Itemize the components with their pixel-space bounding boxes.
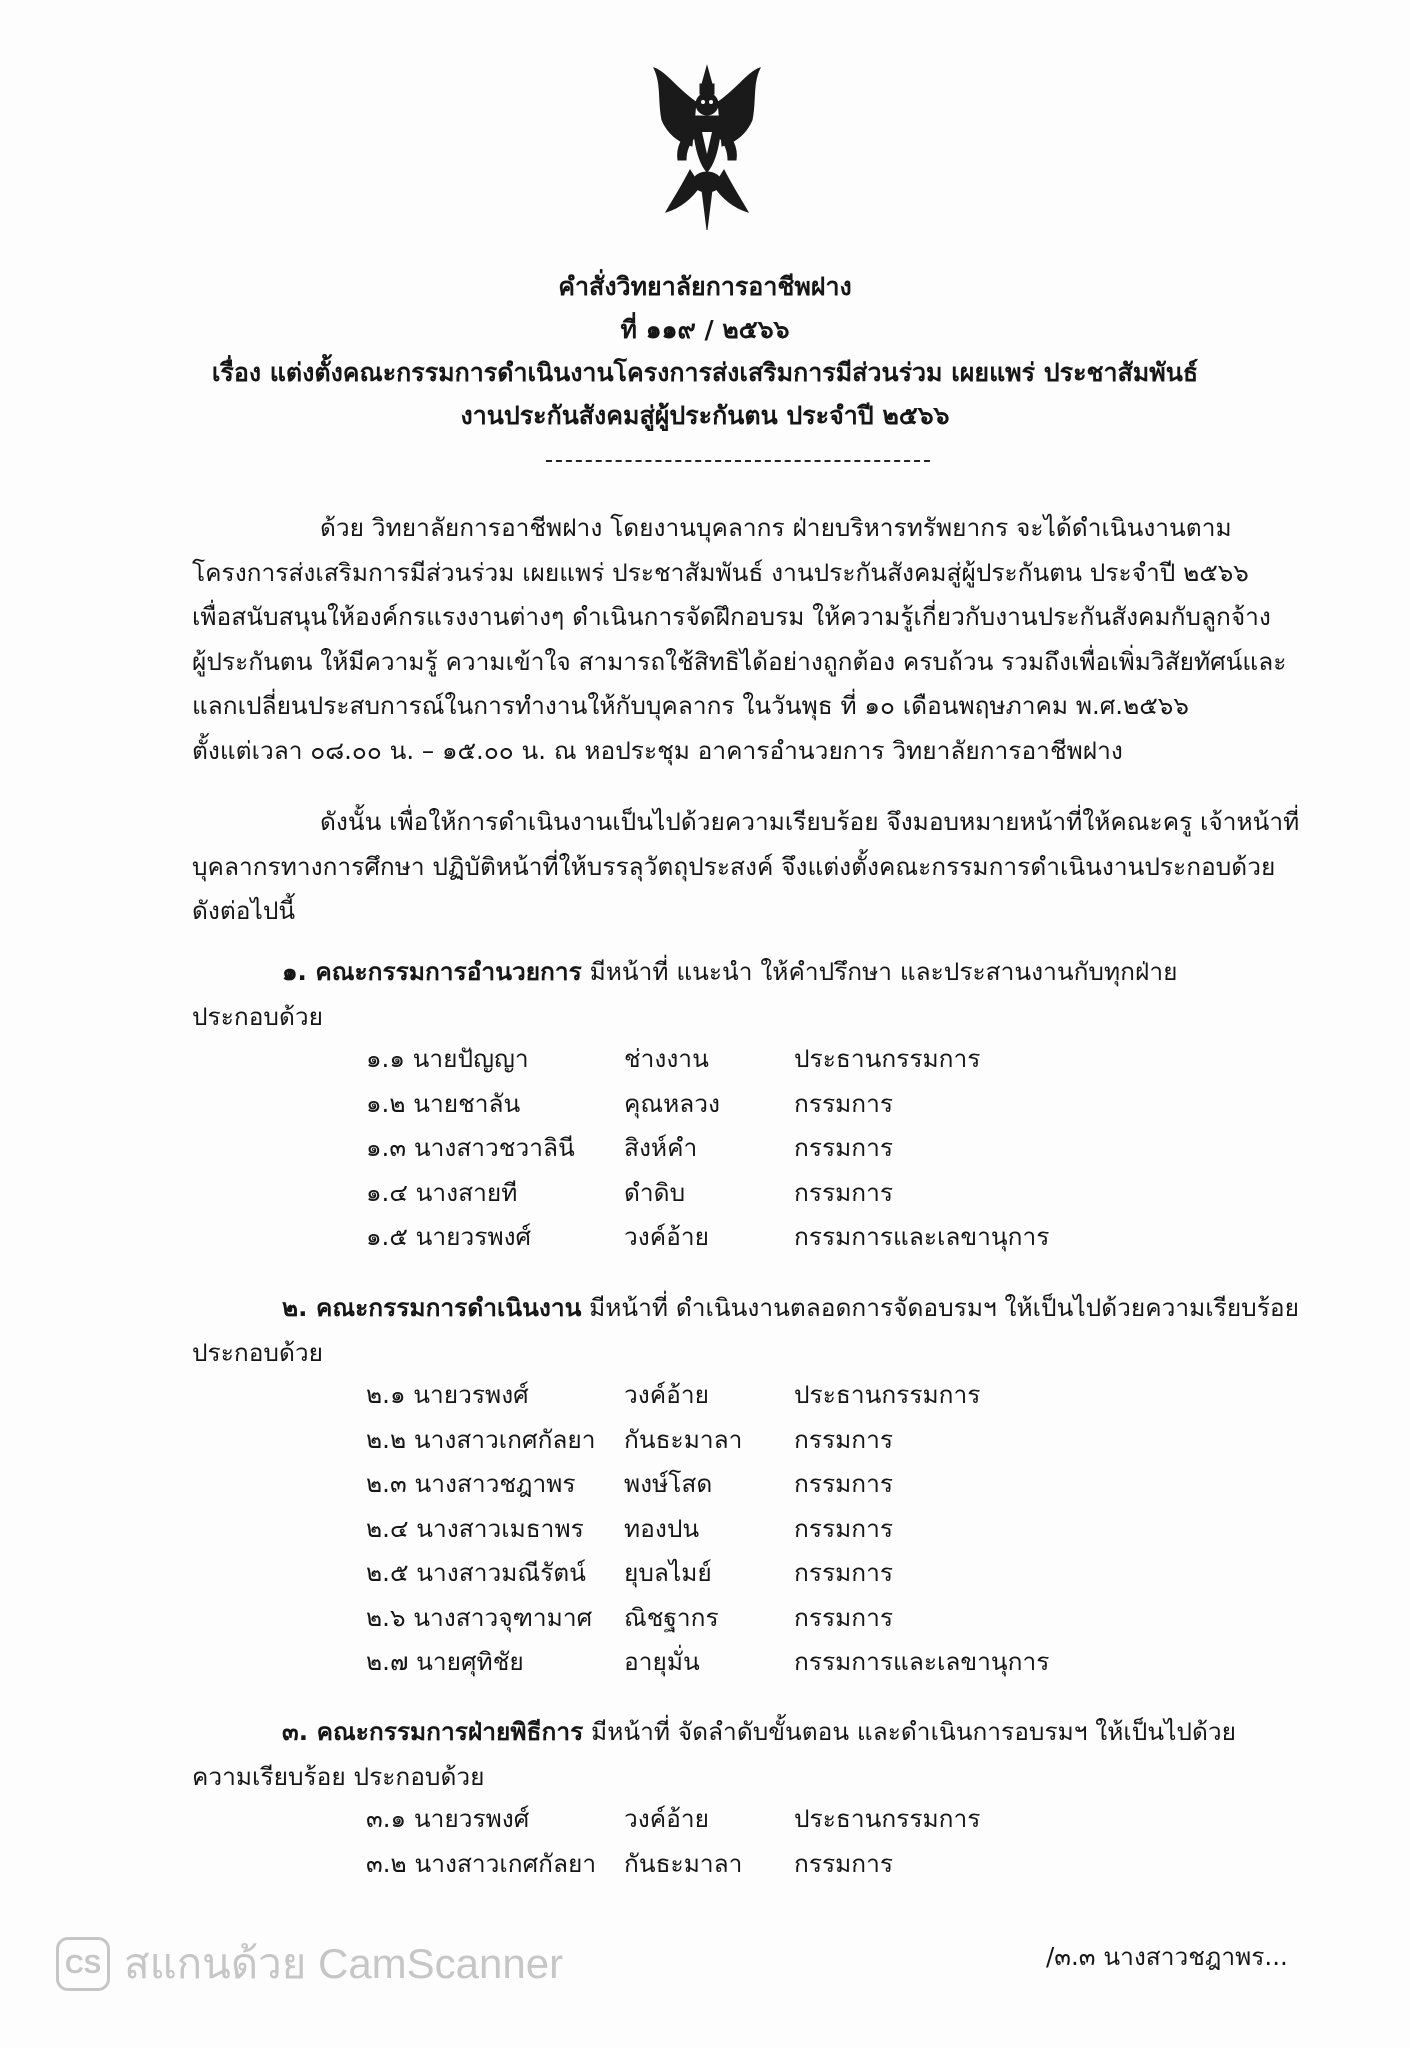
member-surname: ช่างงาน: [624, 1044, 709, 1073]
member-row: [0, 1797, 1410, 1842]
section-cont: ความเรียบร้อย ประกอบด้วย: [192, 1761, 485, 1791]
member-row: [0, 1462, 1410, 1507]
member-role: กรรมการ: [794, 1848, 894, 1878]
member-row: [0, 1126, 1410, 1171]
section-cont: ประกอบด้วย: [192, 1001, 323, 1031]
member-role: กรรมการ: [794, 1088, 894, 1118]
intro-paragraph: [192, 506, 1287, 773]
member-surname: ยุบลไมย์: [624, 1558, 712, 1587]
member-role: กรรมการ: [794, 1133, 894, 1162]
watermark-text: สแกนด้วย CamScanner: [124, 1940, 564, 1987]
member-surname: ทองปน: [624, 1513, 700, 1543]
section-lead: ๑. คณะกรรมการอำนวยการ: [282, 957, 582, 986]
section-2-members: [0, 1373, 1410, 1685]
member-role: กรรมการ: [794, 1177, 894, 1207]
member-name: ๒.๒ นางสาวเกศกัลยา: [366, 1424, 596, 1454]
member-role: กรรมการและเลขานุการ: [794, 1647, 1050, 1676]
member-row: [0, 1596, 1410, 1641]
intro-line: โครงการส่งเสริมการมีส่วนร่วม เผยแพร่ ประชาสัมพันธ์ งานประกันสังคมสู่ผู้ประกันตน ประจำปี ๒๕๖๖: [192, 557, 1249, 587]
garuda-emblem-icon: [648, 62, 766, 234]
member-row: [0, 1842, 1410, 1887]
member-name: ๒.๓ นางสาวชฎาพร: [366, 1469, 576, 1498]
member-surname: วงค์อ้าย: [624, 1222, 709, 1251]
member-role: กรรมการ: [794, 1558, 894, 1587]
member-row: [0, 1640, 1410, 1685]
second-line: บุคลากรทางการศึกษา ปฏิบัติหน้าที่ให้บรรลุวัตถุประสงค์ จึงแต่งตั้งคณะกรรมการดำเนินงานประกอบด้วย: [192, 851, 1276, 881]
section-1-heading: [192, 950, 1284, 1039]
order-number: ที่ ๑๑๙ / ๒๕๖๖: [620, 315, 790, 344]
section-3-heading: [192, 1710, 1284, 1799]
intro-line: ด้วย วิทยาลัยการอาชีพฝาง โดยงานบุคลากร ฝ่ายบริหารทรัพยากร จะได้ดำเนินงานตาม: [320, 513, 1232, 542]
member-name: ๑.๔ นางสายที: [366, 1177, 518, 1207]
member-row: [0, 1551, 1410, 1596]
member-row: [0, 1037, 1410, 1082]
member-surname: สิงห์คำ: [624, 1133, 698, 1162]
section-2-heading: [192, 1286, 1299, 1375]
member-surname: อายุมั่น: [624, 1647, 700, 1676]
member-row: [0, 1215, 1410, 1260]
member-name: ๓.๒ นางสาวเกศกัลยา: [366, 1848, 597, 1878]
member-name: ๑.๒ นายชาลัน: [366, 1088, 521, 1118]
intro-line: ตั้งแต่เวลา ๐๘.๐๐ น. – ๑๕.๐๐ น. ณ หอประชุม อาคารอำนวยการ วิทยาลัยการอาชีพฝาง: [192, 735, 1123, 765]
section-lead: ๓. คณะกรรมการฝ่ายพิธีการ: [282, 1717, 584, 1746]
member-name: ๑.๓ นางสาวชวาลินี: [366, 1133, 575, 1162]
member-surname: วงค์อ้าย: [624, 1804, 709, 1833]
camscanner-logo-icon: CS: [56, 1937, 110, 1991]
member-row: [0, 1082, 1410, 1127]
camscanner-watermark: [56, 1934, 563, 1994]
section-duty: มีหน้าที่ แนะนำ ให้คำปรึกษา และประสานงานกับทุกฝ่าย: [581, 957, 1178, 986]
member-surname: ดำดิบ: [624, 1177, 686, 1207]
member-row: [0, 1373, 1410, 1418]
second-line: ดังต่อไปนี้: [192, 896, 296, 925]
section-1-members: [0, 1037, 1410, 1260]
member-row: [0, 1507, 1410, 1552]
member-name: ๒.๔ นางสาวเมธาพร: [366, 1513, 584, 1543]
section-duty: มีหน้าที่ ดำเนินงานตลอดการจัดอบรมฯ ให้เป็นไปด้วยความเรียบร้อย: [581, 1293, 1299, 1322]
intro-line: แลกเปลี่ยนประสบการณ์ในการทำงานให้กับบุคลากร ในวันพุธ ที่ ๑๐ เดือนพฤษภาคม พ.ศ.๒๕๖๖: [192, 691, 1189, 720]
member-row: [0, 1171, 1410, 1216]
member-surname: พงษ์โสด: [624, 1469, 713, 1498]
second-paragraph: [192, 800, 1300, 934]
separator-rule: [546, 460, 930, 462]
member-role: ประธานกรรมการ: [794, 1044, 981, 1073]
subject-line-1: เรื่อง แต่งตั้งคณะกรรมการดำเนินงานโครงการส่งเสริมการมีส่วนร่วม เผยแพร่ ประชาสัมพันธ์: [211, 358, 1199, 387]
member-row: [0, 1418, 1410, 1463]
member-name: ๒.๕ นางสาวมณีรัตน์: [366, 1558, 586, 1587]
member-name: ๑.๕ นายวรพงศ์: [366, 1222, 532, 1251]
member-surname: คุณหลวง: [624, 1088, 721, 1118]
member-role: กรรมการ: [794, 1469, 894, 1498]
member-surname: ณิชฐากร: [624, 1602, 719, 1632]
section-lead: ๒. คณะกรรมการดำเนินงาน: [282, 1293, 582, 1322]
member-name: ๑.๑ นายปัญญา: [366, 1044, 529, 1073]
intro-line: เพื่อสนับสนุนให้องค์กรแรงงานต่างๆ ดำเนินการจัดฝึกอบรม ให้ความรู้เกี่ยวกับงานประกันสังคมกับลูกจ้าง: [192, 602, 1271, 631]
subject-line-2: งานประกันสังคมสู่ผู้ประกันตน ประจำปี ๒๕๖๖: [460, 401, 950, 430]
org-title: คำสั่งวิทยาลัยการอาชีพฝาง: [558, 272, 852, 301]
member-surname: กันธะมาลา: [624, 1848, 743, 1878]
member-role: กรรมการ: [794, 1602, 894, 1632]
member-name: ๓.๑ นายวรพงศ์: [366, 1804, 530, 1833]
member-role: ประธานกรรมการ: [794, 1380, 981, 1409]
member-role: ประธานกรรมการ: [794, 1804, 981, 1833]
member-name: ๒.๑ นายวรพงศ์: [366, 1380, 529, 1409]
member-name: ๒.๖ นางสาวจุฑามาศ: [366, 1602, 593, 1632]
member-role: กรรมการ: [794, 1513, 894, 1543]
member-role: กรรมการ: [794, 1424, 894, 1454]
section-cont: ประกอบด้วย: [192, 1337, 323, 1367]
intro-line: ผู้ประกันตน ให้มีความรู้ ความเข้าใจ สามารถใช้สิทธิได้อย่างถูกต้อง ครบถ้วน รวมถึงเพื่อเพิ่มวิสัยทัศน์และ: [192, 646, 1287, 676]
member-surname: วงค์อ้าย: [624, 1380, 709, 1409]
member-role: กรรมการและเลขานุการ: [794, 1222, 1050, 1251]
section-duty: มีหน้าที่ จัดลำดับขั้นตอน และดำเนินการอบรมฯ ให้เป็นไปด้วย: [583, 1717, 1236, 1746]
continuation-reference: /๓.๓ นางสาวชฎาพร...: [1046, 1942, 1288, 1971]
section-3-members: [0, 1797, 1410, 1886]
member-surname: กันธะมาลา: [624, 1424, 743, 1454]
second-line: ดังนั้น เพื่อให้การดำเนินงานเป็นไปด้วยความเรียบร้อย จึงมอบหมายหน้าที่ให้คณะครู เจ้าหน้าที่: [320, 807, 1300, 836]
member-name: ๒.๗ นายศุทิชัย: [366, 1647, 524, 1676]
